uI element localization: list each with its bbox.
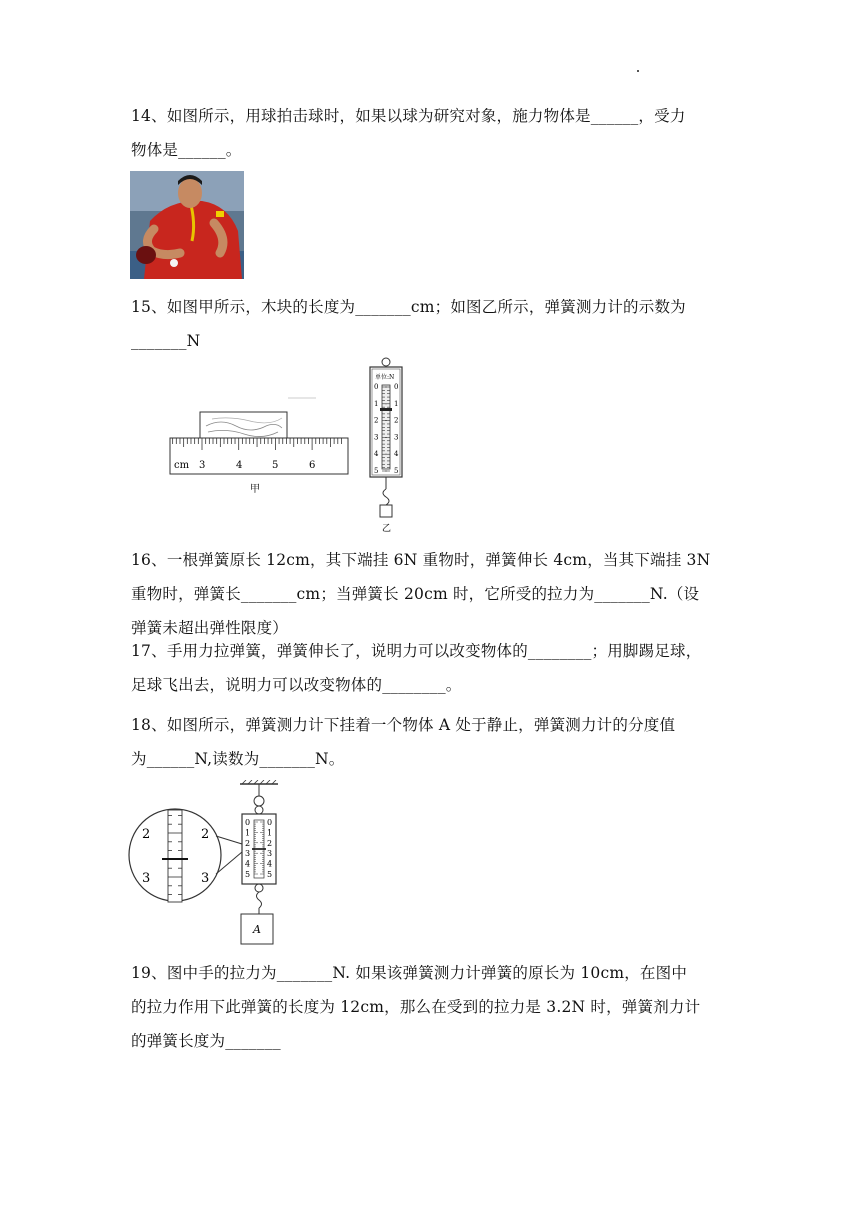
scale-b-pointer: [380, 408, 392, 411]
question-14-line-1: 14、如图所示，用球拍击球时，如果以球为研究对象，施力物体是______，受力: [131, 107, 686, 125]
spring-scale-18-figure: [128, 780, 288, 950]
scale-b-left-label: 4: [374, 450, 379, 459]
question-17-line-1: 17、手用力拉弹簧，弹簧伸长了，说明力可以改变物体的________；用脚踢足球，: [131, 642, 702, 660]
s18-right-label: 2: [267, 838, 273, 848]
ruler-caption: 甲: [250, 484, 260, 495]
s18-left-label: 2: [245, 838, 251, 848]
question-19-line-3: 的弹簧长度为_______: [131, 1032, 281, 1050]
ruler-tick-label-4: 4: [236, 460, 243, 471]
question-14-line-2: 物体是______。: [131, 141, 242, 159]
scale-b-unit: 单位:N: [375, 374, 395, 381]
scale-b-right-label: 0: [394, 383, 399, 391]
scale-b-left-label: 5: [374, 467, 379, 475]
scale-b-right-label: 1: [394, 399, 399, 408]
scale-b-left-label: 0: [374, 383, 379, 391]
scale-b-left-label: 3: [374, 433, 379, 442]
mag-label-3-left: 3: [142, 871, 151, 886]
question-18: [131, 708, 731, 776]
s18-left-label: 0: [245, 818, 251, 827]
mag-label-2-left: 2: [142, 827, 151, 842]
scale-b-right-label: 3: [394, 433, 399, 442]
question-16-line-1: 16、一根弹簧原长 12cm，其下端挂 6N 重物时，弹簧伸长 4cm，当其下端挂 3N: [131, 551, 711, 569]
question-16-line-3: 弹簧未超出弹性限度）: [131, 619, 289, 637]
question-16: [131, 543, 731, 645]
s18-right-label: 4: [267, 859, 273, 869]
ruler-tick-label-5: 5: [272, 460, 279, 471]
ruler-unit: cm: [174, 460, 190, 471]
s18-right-label: 3: [267, 849, 273, 859]
scale-b-right-label: 2: [394, 416, 399, 425]
ruler-tick-label-6: 6: [309, 460, 316, 471]
s18-left-label: 5: [245, 870, 251, 879]
s18-right-label: 0: [267, 818, 273, 827]
question-17: [131, 634, 731, 702]
question-16-line-2: 重物时，弹簧长_______cm；当弹簧长 20cm 时，它所受的拉力为_______N.（设: [131, 585, 700, 603]
weight-label: A: [253, 923, 261, 936]
question-18-line-2: 为______N,读数为_______N。: [131, 750, 345, 768]
question-15: [131, 290, 731, 358]
question-15-line-1: 15、如图甲所示，木块的长度为_______cm；如图乙所示，弹簧测力计的示数为: [131, 298, 686, 316]
s18-left-label: 1: [245, 828, 251, 838]
question-19: [131, 956, 731, 1058]
s18-left-label: 3: [245, 849, 251, 859]
scale-b-left-label: 1: [374, 399, 379, 408]
scale-b-right-label: 4: [394, 450, 399, 459]
ruler-figure: [166, 392, 352, 496]
question-17-line-2: 足球飞出去，说明力可以改变物体的________。: [131, 676, 462, 694]
s18-left-label: 4: [245, 859, 251, 869]
s18-right-label: 5: [267, 870, 273, 879]
scale-b-caption: 乙: [382, 524, 392, 534]
question-19-line-1: 19、图中手的拉力为_______N. 如果该弹簧测力计弹簧的原长为 10cm，在图中: [131, 964, 688, 982]
wood-block: [200, 412, 287, 438]
scale-b-left-label: 2: [374, 416, 379, 425]
mag-label-2-right: 2: [201, 827, 210, 842]
question-14: [131, 99, 731, 167]
spring-scale-b-figure: [362, 355, 412, 535]
question-15-line-2: _______N: [131, 332, 201, 350]
mag-label-3-right: 3: [201, 871, 210, 886]
question-18-line-1: 18、如图所示，弹簧测力计下挂着一个物体 A 处于静止，弹簧测力计的分度值: [131, 716, 676, 734]
page-dot: [637, 70, 639, 72]
table-tennis-photo: [130, 171, 244, 279]
ruler: [170, 438, 348, 474]
s18-right-label: 1: [267, 828, 273, 838]
scale-b-right-label: 5: [394, 467, 399, 475]
question-19-line-2: 的拉力作用下此弹簧的长度为 12cm，那么在受到的拉力是 3.2N 时，弹簧剂力计: [131, 998, 701, 1016]
ruler-tick-label-3: 3: [199, 460, 206, 471]
